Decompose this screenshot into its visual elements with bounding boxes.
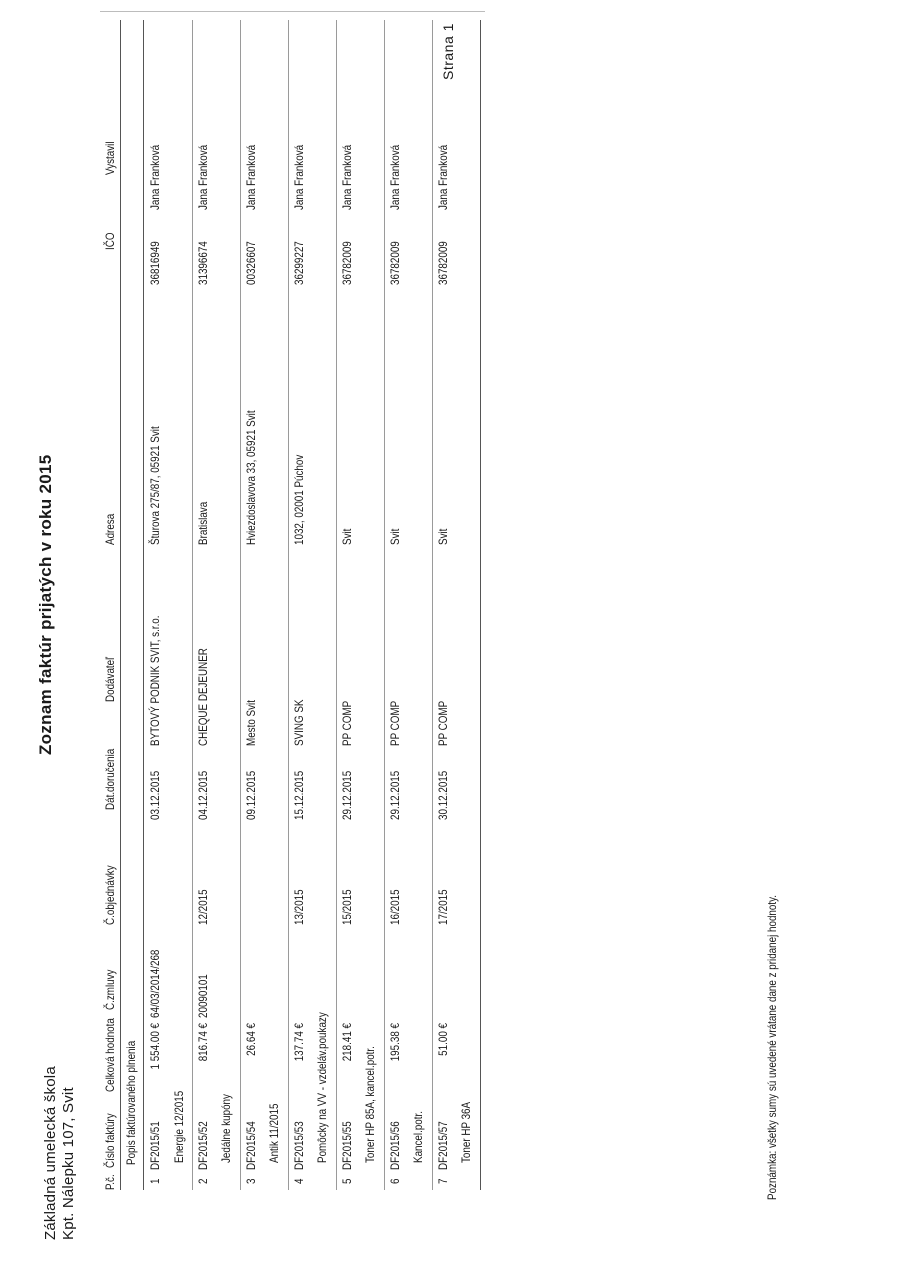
row-total: 218.41 € [340,1023,354,1062]
row-ico: 36299227 [292,241,306,285]
row-total: 816.74 € [196,1023,210,1062]
column-header-issued-by: Vystavil [103,141,117,175]
row-address: Bratislava [196,501,210,545]
row-total: 51.00 € [436,1023,450,1056]
document-title: Zoznam faktúr prijatých v roku 2015 [36,454,55,755]
row-supplier: CHEQUE DEJEUNER [196,648,210,746]
row-delivery-date: 09.12.2015 [244,770,258,820]
row-invoice-no: DF2015/55 [340,1121,354,1170]
row-delivery-date: 03.12.2015 [148,770,162,820]
column-header-contract-no: Č.zmluvy [103,969,117,1010]
row-ico: 36782009 [436,241,450,285]
row-delivery-date: 15.12.2015 [292,770,306,820]
row-total: 26.64 € [244,1023,258,1056]
row-supplier: PP COMP [340,700,354,746]
row-invoice-no: DF2015/52 [196,1121,210,1170]
table-border [100,11,485,12]
school-name: Základná umelecká škola [42,1066,59,1240]
row-supplier: PP COMP [436,700,450,746]
row-delivery-date: 04.12.2015 [196,770,210,820]
row-invoice-no: DF2015/53 [292,1121,306,1170]
column-header-invoice-no: Číslo faktúry [103,1113,117,1168]
header-rule-bottom [143,20,144,1190]
row-issued-by: Jana Franková [148,144,162,210]
row-address: Svit [436,528,450,545]
row-issued-by: Jana Franková [244,144,258,210]
row-invoice-no: DF2015/51 [148,1121,162,1170]
row-supplier: SVING SK [292,699,306,746]
column-header-pc: P.č. [103,1174,117,1190]
row-order-no: 12/2015 [196,889,210,925]
row-description: Jedálne kupóny [219,1094,233,1163]
row-supplier: Mesto Svit [244,700,258,746]
table-bottom-rule [480,20,481,1190]
row-issued-by: Jana Franková [340,144,354,210]
row-delivery-date: 30.12.2015 [436,770,450,820]
row-description: Toner HP 36A [459,1101,473,1163]
row-delivery-date: 29.12.2015 [340,770,354,820]
row-divider [288,20,289,1190]
row-pc: 5 [340,1178,354,1184]
row-order-no: 17/2015 [436,889,450,925]
row-description: Kancel.potr. [411,1111,425,1163]
row-order-no: 13/2015 [292,889,306,925]
row-delivery-date: 29.12.2015 [388,770,402,820]
row-pc: 4 [292,1178,306,1184]
row-address: Hviezdoslavova 33, 05921 Svit [244,410,258,545]
row-address: Svit [340,528,354,545]
column-header-order-no: Č.objednávky [103,865,117,925]
footnote: Poznámka: všetky sumy sú uvedené vrátane dane z pridanej hodnoty. [765,894,779,1200]
row-divider [432,20,433,1190]
column-header-total: Celková hodnota [103,1018,117,1092]
row-issued-by: Jana Franková [436,144,450,210]
row-pc: 7 [436,1178,450,1184]
row-divider [384,20,385,1190]
header-rule [120,20,121,1190]
row-supplier: BYTOVÝ PODNIK SVIT, s.r.o. [148,615,162,746]
row-address: Šturova 275/87, 05921 Svit [148,426,162,545]
row-issued-by: Jana Franková [388,144,402,210]
row-issued-by: Jana Franková [292,144,306,210]
row-pc: 1 [148,1178,162,1184]
row-ico: 36782009 [388,241,402,285]
row-total: 137.74 € [292,1023,306,1062]
row-contract-no: 64/03/2014/268 [148,949,162,1018]
page-number: Strana 1 [440,23,456,80]
row-contract-no: 20090101 [196,974,210,1018]
row-order-no: 15/2015 [340,889,354,925]
column-header-ico: IČO [103,232,117,250]
row-total: 1 554.00 € [148,1023,162,1070]
column-header-description: Popis faktúrovaného plnenia [124,1040,138,1165]
row-divider [336,20,337,1190]
row-description: Pomôcky na VV - vzdeláv.poukazy [315,1012,329,1163]
row-supplier: PP COMP [388,700,402,746]
row-description: Antik 11/2015 [267,1103,281,1163]
column-header-delivery-date: Dát.doručenia [103,748,117,810]
row-pc: 6 [388,1178,402,1184]
row-pc: 2 [196,1178,210,1184]
column-header-address: Adresa [103,513,117,545]
school-address: Kpt. Nálepku 107, Svit [60,1087,77,1240]
row-ico: 36782009 [340,241,354,285]
row-pc: 3 [244,1178,258,1184]
row-divider [192,20,193,1190]
row-issued-by: Jana Franková [196,144,210,210]
row-ico: 31396674 [196,241,210,285]
row-ico: 00326607 [244,241,258,285]
column-header-supplier: Dodávateľ [103,657,117,702]
row-invoice-no: DF2015/54 [244,1121,258,1170]
row-invoice-no: DF2015/57 [436,1121,450,1170]
row-description: Toner HP 85A, kancel.potr. [363,1046,377,1163]
row-address: 1032, 02001 Púchov [292,454,306,545]
row-divider [240,20,241,1190]
row-address: Svit [388,528,402,545]
row-invoice-no: DF2015/56 [388,1121,402,1170]
row-total: 195.38 € [388,1023,402,1062]
row-ico: 36816949 [148,241,162,285]
row-description: Energie 12/2015 [172,1090,186,1163]
row-order-no: 16/2015 [388,889,402,925]
